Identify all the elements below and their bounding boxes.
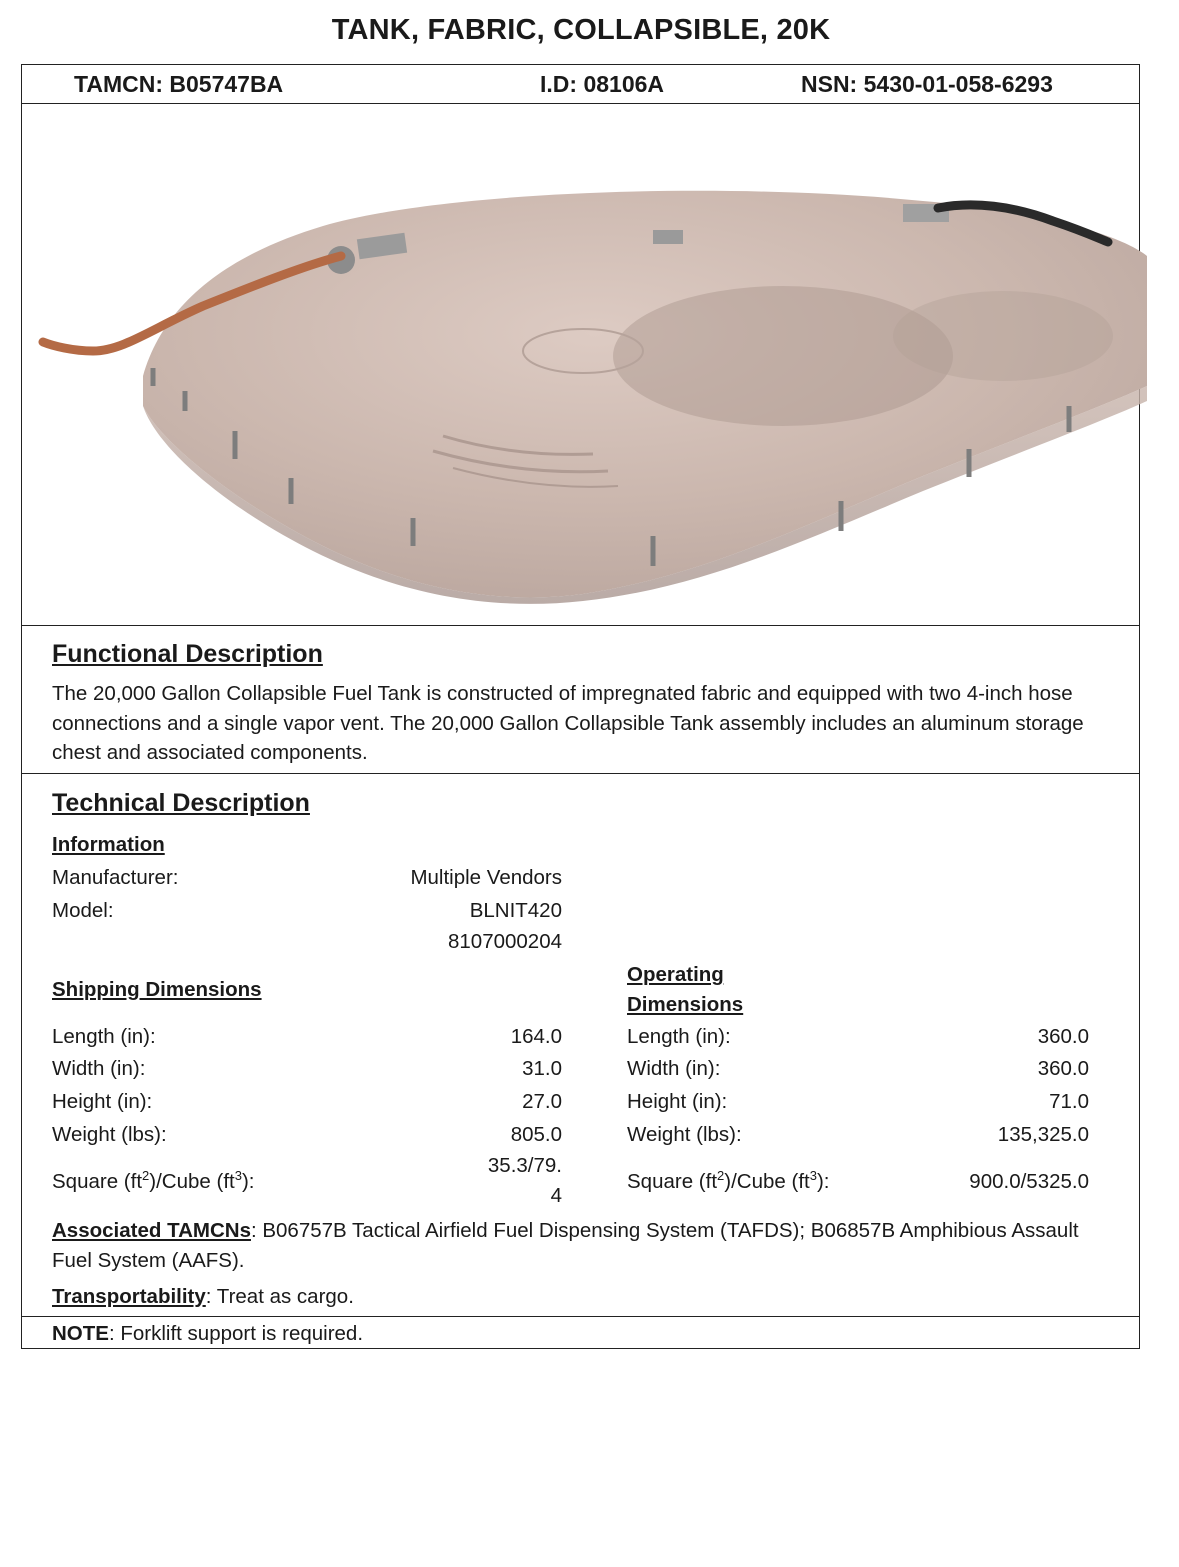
transportability (52, 1285, 354, 1309)
shipping-sqcube-value-2: 4 (550, 1184, 562, 1207)
operating-height-value: 71.0 (1049, 1090, 1089, 1113)
operating-height-label: Height (in): (627, 1090, 728, 1113)
functional-text: The 20,000 Gallon Collapsible Fuel Tank is constructed of impregnated fabric and equipped with two 4-inch hose connections and a single vapor vent. The 20,000 Gallon Collapsible Tank assembly includes an aluminum storage chest and associated components. (52, 682, 1084, 764)
shipping-height-label: Height (in): (52, 1090, 153, 1113)
operating-weight-value: 135,325.0 (997, 1123, 1089, 1146)
operating-width-value: 360.0 (1037, 1057, 1089, 1080)
associated-tamcns (52, 1216, 1112, 1275)
transportability-text: : Treat as cargo. (205, 1285, 354, 1308)
associated-text: : B06757B Tactical Airfield Fuel Dispensing System (TAFDS); B06857B Amphibious Assault Fuel System (AAFS). (52, 1219, 1079, 1272)
photo-divider (21, 625, 1140, 626)
associated-label: Associated TAMCNs (52, 1219, 251, 1242)
shipping-height-value: 27.0 (522, 1090, 562, 1113)
note-text: : Forklift support is required. (108, 1322, 364, 1345)
functional-heading: Functional Description (52, 640, 323, 668)
tank-photo (23, 106, 1150, 624)
operating-sqcube-value: 900.0/5325.0 (969, 1170, 1089, 1193)
information-heading: Information (52, 833, 165, 856)
shipping-heading: Shipping Dimensions (52, 978, 262, 1001)
shipping-length-label: Length (in): (52, 1025, 156, 1048)
model-value-2: 8107000204 (447, 930, 562, 953)
operating-sqcube-label: Square $(ft^2)$/Cube $(ft^3)$: (627, 1168, 830, 1193)
note-label: NOTE (52, 1322, 109, 1345)
note-divider (21, 1316, 1140, 1317)
manufacturer-label: Manufacturer: (52, 866, 179, 889)
shipping-width-value: 31.0 (522, 1057, 562, 1080)
header-divider (21, 103, 1140, 104)
page-title: TANK, FABRIC, COLLAPSIBLE, 20K (331, 14, 831, 46)
shipping-width-label: Width (in): (52, 1057, 146, 1080)
shipping-weight-value: 805.0 (510, 1123, 562, 1146)
id-label: I.D: 08106A (540, 71, 665, 97)
model-label: Model: (52, 899, 114, 922)
operating-weight-label: Weight (lbs): (627, 1123, 742, 1146)
tamcn-label: TAMCN: B05747BA (74, 71, 284, 97)
technical-heading: Technical Description (52, 789, 310, 817)
shipping-length-value: 164.0 (510, 1025, 562, 1048)
functional-divider (21, 773, 1140, 774)
operating-heading-2: Dimensions (627, 993, 744, 1016)
shipping-weight-label: Weight (lbs): (52, 1123, 167, 1146)
shipping-sqcube-value-1: 35.3/79. (487, 1154, 562, 1177)
transportability-label: Transportability (52, 1285, 206, 1308)
operating-length-label: Length (in): (627, 1025, 731, 1048)
operating-heading-1: Operating (627, 963, 724, 986)
operating-length-value: 360.0 (1037, 1025, 1089, 1048)
shipping-sqcube-label: Square $(ft^2)$/Cube $(ft^3)$: (52, 1168, 255, 1193)
operating-width-label: Width (in): (627, 1057, 721, 1080)
manufacturer-value: Multiple Vendors (410, 866, 562, 889)
model-value-1: BLNIT420 (469, 899, 562, 922)
nsn-label: NSN: 5430-01-058-6293 (801, 71, 1053, 97)
note (52, 1322, 363, 1346)
